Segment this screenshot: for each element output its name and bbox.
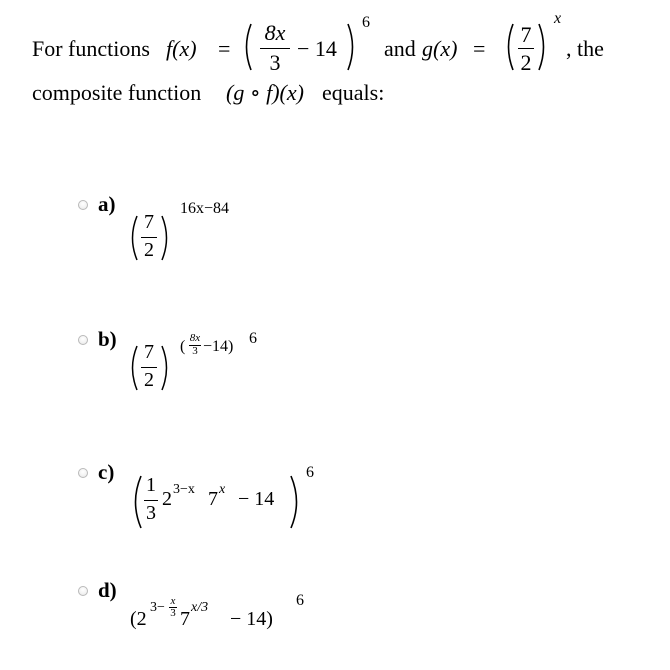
option-d-exp-num: x: [170, 595, 176, 607]
paren-left-icon: [240, 22, 254, 72]
option-d-base2: 7: [180, 608, 190, 630]
option-c-base2-exp: x: [219, 482, 226, 497]
option-c-pow: 6: [306, 464, 314, 481]
option-b-frac-num: 7: [144, 341, 154, 363]
option-d-radio[interactable]: [78, 586, 88, 596]
option-d-minus: − 14): [230, 608, 273, 630]
g-exp: x: [554, 10, 562, 27]
option-b-frac-bar: [141, 367, 157, 368]
paren-right-icon: [288, 474, 304, 530]
g-frac-num: 7: [520, 22, 532, 47]
option-c-label: c): [98, 460, 115, 484]
option-a-frac-bar: [141, 237, 157, 238]
option-d-pow: 6: [296, 592, 304, 609]
option-b-exp-den: 3: [192, 345, 198, 357]
question-line2: composite function: [32, 80, 202, 105]
paren-left-icon: [126, 344, 140, 392]
f-exp: 6: [362, 14, 370, 31]
f-frac-num: 8x: [264, 20, 286, 45]
option-d-base2-exp: x/3: [191, 600, 209, 615]
g-frac-bar: [518, 48, 534, 49]
option-d-label: d): [98, 578, 117, 602]
question-trail: , the: [566, 36, 604, 61]
paren-right-icon: [345, 22, 359, 72]
option-c-frac-bar: [144, 500, 158, 501]
option-c-minus: − 14: [238, 488, 275, 510]
paren-right-icon: [536, 22, 550, 72]
option-b-radio[interactable]: [78, 335, 88, 345]
option-b-exp-num: 8x: [189, 332, 201, 344]
option-c-frac-num: 1: [146, 474, 156, 496]
option-a-label: a): [98, 192, 116, 216]
option-b-label: b): [98, 327, 117, 351]
g-frac-den: 2: [520, 50, 532, 75]
f-minus: − 14: [297, 36, 337, 61]
option-c-frac-den: 3: [146, 502, 156, 524]
f-frac-den: 3: [269, 50, 281, 75]
f-equals: =: [218, 36, 231, 61]
paren-left-icon: [502, 22, 516, 72]
option-d-exp-den: 3: [170, 607, 176, 619]
option-c-base: 2: [162, 488, 172, 510]
composite-expr: (g ∘ f)(x): [226, 80, 304, 105]
question-intro: For functions: [32, 36, 150, 61]
g-equals: =: [473, 36, 486, 61]
option-c-base2: 7: [208, 488, 218, 510]
option-a-frac-num: 7: [144, 211, 154, 233]
option-b-frac-den: 2: [144, 369, 154, 391]
option-b-exp-pow: 6: [249, 330, 257, 347]
question-line2-end: equals:: [322, 80, 385, 105]
option-b-exp-rest: −14): [203, 338, 234, 355]
f-name: f(x): [166, 36, 197, 61]
option-d-exp-pre: 3−: [150, 600, 165, 615]
option-a-radio[interactable]: [78, 200, 88, 210]
f-frac-bar: [260, 48, 290, 49]
option-c-radio[interactable]: [78, 468, 88, 478]
g-name: g(x): [422, 36, 458, 61]
option-a-frac-den: 2: [144, 239, 154, 261]
and-word: and: [384, 36, 416, 61]
option-a-exp: 16x−84: [180, 200, 230, 217]
option-b-exp-open: (: [180, 338, 186, 355]
paren-right-icon: [159, 214, 173, 262]
option-d-open: (2: [130, 608, 147, 630]
option-c-base-exp: 3−x: [173, 482, 195, 497]
paren-left-icon: [126, 214, 140, 262]
paren-right-icon: [159, 344, 173, 392]
